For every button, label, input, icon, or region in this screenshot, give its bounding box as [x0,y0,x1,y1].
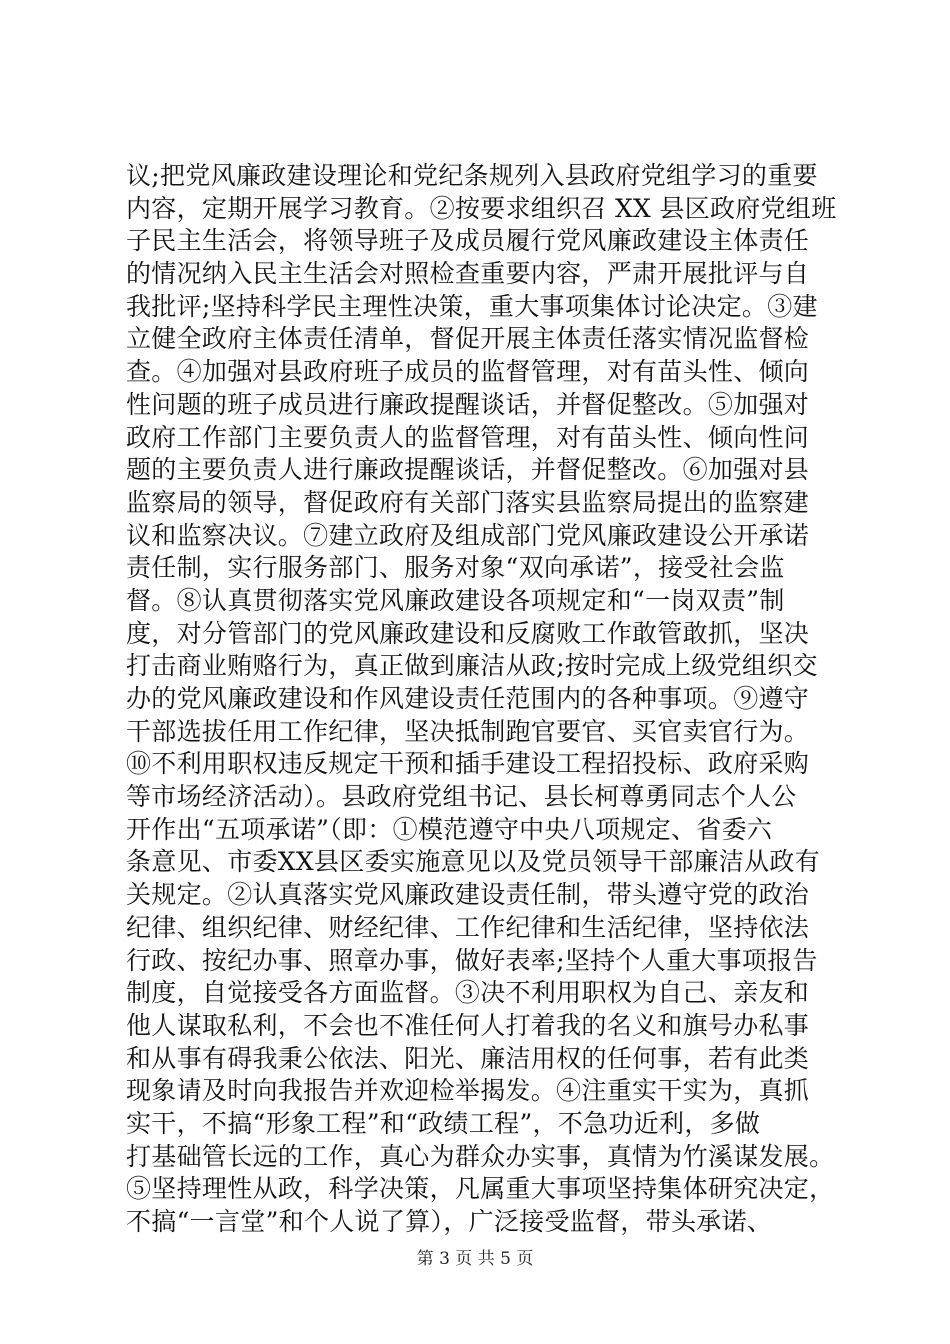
text-line: 子民主生活会，将领导班子及成员履行党风廉政建设主体责任 [126,226,810,256]
text-line: 督。⑧认真贯彻落实党风廉政建设各项规定和“一岗双责”制 [126,585,785,615]
text-line: 题的主要负责人进行廉政提醒谈话，并督促整改。⑥加强对县 [126,455,810,485]
text-line: 议和监察决议。⑦建立政府及组成部门党风廉政建设公开承诺 [126,520,810,550]
text-line: 和从事有碍我秉公依法、阳光、廉洁用权的任何事，若有此类 [126,1043,810,1073]
text-line: 条意见、市委XX县区委实施意见以及党员领导干部廉洁从政有 [126,847,820,877]
page-footer: 第 3 页 共 5 页 [416,1249,534,1269]
text-line: 干部选拔任用工作纪律，坚决抵制跑官要官、买官卖官行为。 [126,716,810,746]
text-line: 纪律、组织纪律、财经纪律、工作纪律和生活纪律，坚持依法 [126,912,810,942]
text-line: 实干，不搞“形象工程”和“政绩工程”，不急功近利，多做 [126,1108,761,1138]
text-line: 度，对分管部门的党风廉政建设和反腐败工作敢管敢抓，坚决 [126,618,810,648]
text-line: 责任制，实行服务部门、服务对象“双向承诺”，接受社会监 [126,553,785,583]
text-line: 立健全政府主体责任清单，督促开展主体责任落实情况监督检 [126,324,810,354]
text-line: 的情况纳入民主生活会对照检查重要内容，严肃开展批评与自 [126,259,810,289]
text-line: 等市场经济活动）。县政府党组书记、县长柯尊勇同志个人公 [126,782,797,812]
text-line: 政府工作部门主要负责人的监督管理，对有苗头性、倾向性问 [126,422,810,452]
text-line: ⑩不利用职权违反规定干预和插手建设工程招投标、政府采购 [126,749,810,779]
text-line: 办的党风廉政建设和作风建设责任范围内的各种事项。⑨遵守 [126,684,810,713]
text-line: 行政、按纪办事、照章办事，做好表率;坚持个人重大事项报告 [126,945,818,975]
text-line: 内容，定期开展学习教育。②按要求组织召 XX 县区政府党组班 [126,193,837,223]
text-line: 我批评;坚持科学民主理性决策，重大事项集体讨论决定。③建 [126,291,818,321]
text-line: 议;把党风廉政建设理论和党纪条规列入县政府党组学习的重要 [126,161,818,190]
text-line: 开作出“五项承诺”（即：①模范遵守中央八项规定、省委六 [126,814,773,844]
text-line: 现象请及时向我报告并欢迎检举揭发。④注重实干实为，真抓 [126,1076,810,1106]
text-line: 关规定。②认真落实党风廉政建设责任制，带头遵守党的政治 [126,880,810,910]
text-line: 打击商业贿赂行为，真正做到廉洁从政;按时完成上级党组织交 [126,651,818,681]
text-line: 制度，自觉接受各方面监督。③决不利用职权为自己、亲友和 [126,978,810,1008]
text-line: 监察局的领导，督促政府有关部门落实县监察局提出的监察建 [126,487,810,517]
text-line: 他人谋取私利，不会也不准任何人打着我的名义和旗号办私事 [126,1010,810,1040]
text-line: 查。④加强对县政府班子成员的监督管理，对有苗头性、倾向 [126,357,810,387]
text-line: ⑤坚持理性从政，科学决策，凡属重大事项坚持集体研究决定， [126,1174,835,1204]
text-line: 性问题的班子成员进行廉政提醒谈话，并督促整改。⑤加强对 [126,389,810,419]
text-line: 打基础管长远的工作，真心为群众办实事，真情为竹溪谋发展。 [126,1141,835,1171]
body-text [126,160,837,1239]
text-line: 不搞“一言堂”和个人说了算），广泛接受监督，带头承诺、 [126,1207,773,1236]
